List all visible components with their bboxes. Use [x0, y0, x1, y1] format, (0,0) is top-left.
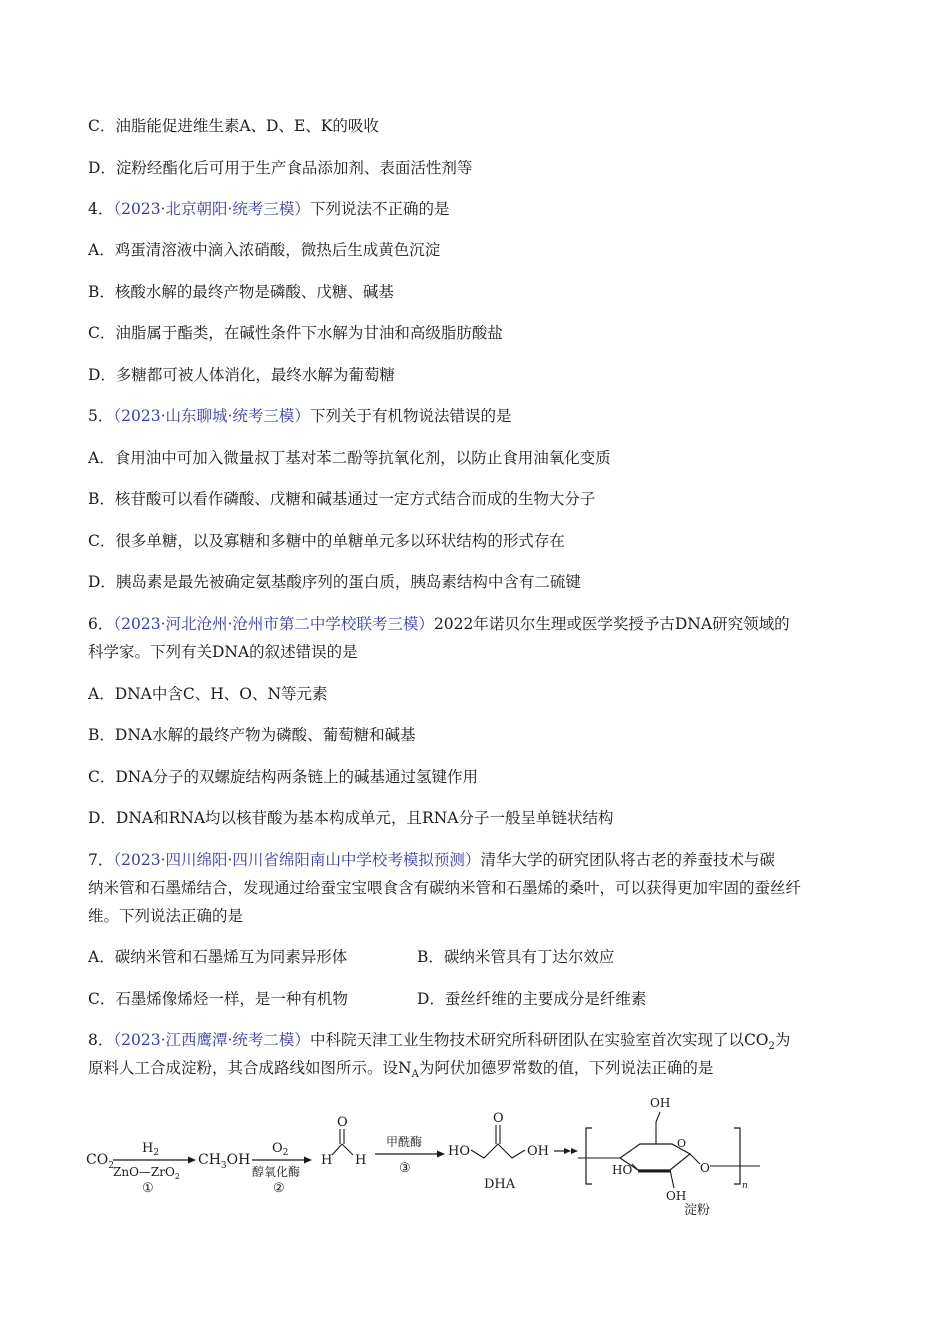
- hcho-oxygen: O: [337, 1115, 348, 1130]
- q8-stem-line2: [88, 1057, 713, 1086]
- q5-option-c: C．很多单糖，以及寡糖和多糖中的单糖单元多以环状结构的形式存在: [88, 532, 565, 550]
- q6-option-a: A．DNA中含C、H、O、N等元素: [88, 685, 328, 703]
- multi-step-arrowhead-2: [571, 1148, 578, 1154]
- oh-bottom-bond: [670, 1170, 674, 1188]
- co2-subscript: 2: [108, 1161, 114, 1171]
- q5-number: 5．: [88, 407, 114, 425]
- multi-step-arrowhead-1: [564, 1148, 571, 1154]
- q8-source: （2023·江西鹰潭·统考二模）: [113, 1031, 310, 1049]
- starch-label: 淀粉: [684, 1203, 711, 1218]
- svg-text:ZnO—ZrO2: [113, 1165, 180, 1181]
- q8-number: 8．: [88, 1031, 114, 1049]
- step2-reagent-subscript: 2: [282, 1148, 289, 1158]
- step1-reagent-subscript: 2: [153, 1148, 160, 1158]
- q6-option-b: B．DNA水解的最终产物为磷酸、葡萄糖和碱基: [88, 726, 416, 744]
- step2-arrowhead: [304, 1157, 312, 1164]
- q7-option-c: C．石墨烯像烯烃一样，是一种有机物: [88, 990, 348, 1008]
- dha-oxygen: O: [493, 1111, 504, 1126]
- starch-bracket-left: [586, 1128, 592, 1184]
- step3-number: ③: [399, 1161, 411, 1176]
- step2-reagent: O: [272, 1141, 283, 1156]
- q6-stem-text1: 2022年诺贝尔生理或医学奖授予古DNA研究领域的: [433, 615, 790, 633]
- q7-option-b: B．碳纳米管具有丁达尔效应: [417, 948, 615, 966]
- q6-stem-line2: 科学家。下列有关DNA的叙述错误的是: [88, 643, 358, 661]
- starch-bracket-right: [734, 1128, 740, 1184]
- hcho-h-left: H: [321, 1153, 333, 1168]
- dha-label: DHA: [484, 1177, 516, 1192]
- q5-stem: [88, 405, 511, 427]
- step1-reagent: H: [142, 1141, 154, 1156]
- ch3oh-subscript: 3: [220, 1161, 227, 1171]
- q4-stem-text: 下列说法不正确的是: [309, 200, 450, 218]
- q3-option-d: D．淀粉经酯化后可用于生产食品添加剂、表面活性剂等: [88, 159, 473, 177]
- q4-number: 4．: [88, 200, 114, 218]
- q7-number: 7．: [88, 851, 114, 869]
- q8-stem-text2a: 原料人工合成淀粉，其合成路线如图所示。设N: [88, 1059, 412, 1077]
- svg-text:O2: [272, 1141, 288, 1158]
- q4-option-b: B．核酸水解的最终产物是磷酸、戊糖、碱基: [88, 283, 394, 301]
- step1-catalyst-subscript: 2: [174, 1172, 180, 1181]
- svg-text:CH3OH: [198, 1152, 250, 1171]
- hcho-bond-left: [332, 1144, 342, 1155]
- svg-text:CO2: [86, 1152, 114, 1171]
- hcho-bond-right: [342, 1144, 353, 1155]
- ch3oh-label-end: OH: [226, 1152, 251, 1168]
- q8-stem-text1-end: 为: [774, 1031, 791, 1049]
- q6-option-c: C．DNA分子的双螺旋结构两条链上的碱基通过氢键作用: [88, 768, 479, 786]
- q7-stem-line3: 维。下列说法正确的是: [88, 907, 244, 925]
- q7-source: （2023·四川绵阳·四川省绵阳南山中学校考模拟预测）: [113, 851, 481, 869]
- step2-number: ②: [273, 1181, 285, 1196]
- dha-ho: HO: [448, 1144, 470, 1159]
- co2-label: CO: [86, 1152, 109, 1168]
- q4-option-d: D．多糖都可被人体消化，最终水解为葡萄糖: [88, 366, 395, 384]
- q7-option-d: D．蚕丝纤维的主要成分是纤维素: [417, 990, 647, 1008]
- glycosidic-bond-1: [690, 1154, 700, 1164]
- step2-enzyme: 醇氧化酶: [252, 1165, 301, 1179]
- q6-stem-line1: [88, 613, 790, 635]
- starch-ho: HO: [612, 1163, 633, 1177]
- q5-option-d: D．胰岛素是最先被确定氨基酸序列的蛋白质，胰岛素结构中含有二硫键: [88, 573, 581, 591]
- starch-repeat-n: n: [742, 1181, 748, 1191]
- q7-stem-text1: 清华大学的研究团队将古老的养蚕技术与碳: [480, 851, 775, 869]
- q4-stem: [88, 198, 449, 220]
- step3-arrowhead: [437, 1151, 445, 1158]
- glycosidic-oxygen: O: [700, 1161, 710, 1175]
- q8-stem-text2b: 为阿伏加德罗常数的值，下列说法正确的是: [418, 1059, 714, 1077]
- starch-oh-top: OH: [650, 1096, 671, 1110]
- q6-number: 6．: [88, 615, 114, 633]
- q6-option-d: D．DNA和RNA均以核苷酸为基本构成单元，且RNA分子一般呈单链状结构: [88, 809, 614, 827]
- q8-stem-text1: 中科院天津工业生物技术研究所科研团队在实验室首次实现了以CO: [309, 1031, 769, 1049]
- ch2oh-bond-2: [656, 1112, 660, 1122]
- q5-option-b: B．核苷酸可以看作磷酸、戊糖和碱基通过一定方式结合而成的生物大分子: [88, 490, 596, 508]
- q5-stem-text: 下列关于有机物说法错误的是: [309, 407, 512, 425]
- q3-option-c: C．油脂能促进维生素A、D、E、K的吸收: [88, 117, 379, 135]
- dha-oh: OH: [527, 1144, 549, 1159]
- q8-co2-subscript: 2: [768, 1041, 775, 1053]
- q4-source: （2023·北京朝阳·统考三模）: [113, 200, 310, 218]
- q7-option-a: A．碳纳米管和石墨烯互为同素异形体: [88, 948, 348, 966]
- dha-skeleton: [471, 1144, 525, 1158]
- q4-option-a: A．鸡蛋清溶液中滴入浓硝酸，微热后生成黄色沉淀: [88, 241, 441, 259]
- step3-enzyme: 甲酰酶: [386, 1135, 423, 1149]
- q7-stem-line2: 纳米管和石墨烯结合，发现通过给蚕宝宝喂食含有碳纳米管和石墨烯的桑叶，可以获得更加牢固的蚕丝纤: [88, 879, 802, 897]
- q8-stem-line1: [88, 1029, 790, 1058]
- ch3oh-label: CH: [198, 1152, 221, 1168]
- ring-oxygen: O: [677, 1137, 687, 1150]
- q7-stem-line1: [88, 849, 775, 871]
- step1-number: ①: [142, 1181, 154, 1196]
- step1-catalyst: ZnO—ZrO: [113, 1165, 175, 1179]
- svg-text:H2: [142, 1141, 159, 1158]
- q5-option-a: A．食用油中可加入微量叔丁基对苯二酚等抗氧化剂，以防止食用油氧化变质: [88, 449, 611, 467]
- q6-source: （2023·河北沧州·沧州市第二中学校联考三模）: [113, 615, 434, 633]
- q5-source: （2023·山东聊城·统考三模）: [113, 407, 310, 425]
- starch-synthesis-scheme: [80, 1092, 780, 1222]
- hcho-h-right: H: [355, 1153, 367, 1168]
- q4-option-c: C．油脂属于酯类，在碱性条件下水解为甘油和高级脂肪酸盐: [88, 324, 503, 342]
- step1-arrowhead: [188, 1157, 196, 1164]
- q8-na-subscript: A: [411, 1069, 419, 1081]
- starch-oh-bottom: OH: [666, 1189, 687, 1203]
